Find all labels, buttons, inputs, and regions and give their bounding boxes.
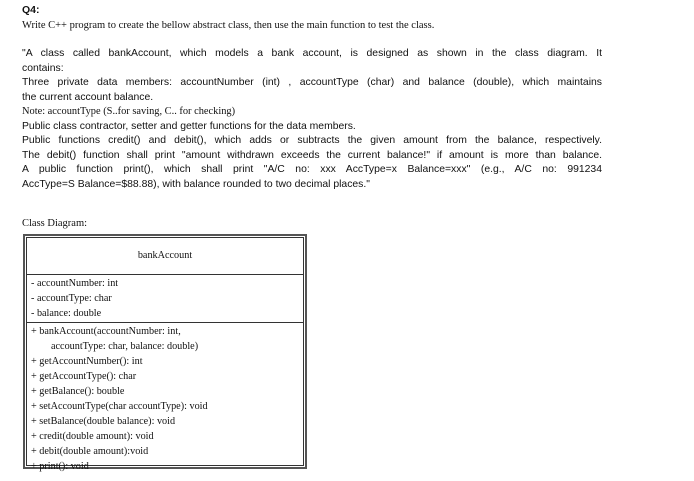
uml-method-continuation: accountType: char, balance: double) [51, 341, 199, 352]
uml-method: + getAccountNumber(): int [31, 356, 143, 367]
description-line: Public class contractor, setter and getter functions for the data members. [22, 120, 356, 132]
description-line: AccType=S Balance=$88.88), with balance rounded to two decimal places." [22, 178, 370, 190]
uml-attribute: - balance: double [31, 308, 102, 319]
uml-method: + setBalance(double balance): void [31, 416, 176, 427]
uml-class-box [23, 234, 307, 472]
description-note: Note: accountType (S..for saving, C.. for checking) [22, 106, 236, 117]
question-number: Q4: [22, 4, 40, 16]
uml-method: + credit(double amount): void [31, 431, 154, 442]
uml-attribute: - accountType: char [31, 293, 112, 304]
description-line: The debit() function shall print "amount withdrawn exceeds the current balance!" if amount is more than balance. [22, 149, 602, 161]
uml-class-name: bankAccount [27, 238, 303, 275]
uml-method: + print(): void [31, 461, 89, 472]
uml-attributes-section [27, 275, 303, 323]
uml-method: + setAccountType(char accountType): void [31, 401, 208, 412]
uml-method: + bankAccount(accountNumber: int, [31, 326, 181, 337]
uml-method: + debit(double amount):void [31, 446, 149, 457]
class-diagram-label: Class Diagram: [22, 218, 88, 229]
uml-class-inner [26, 237, 304, 472]
description-line: Public functions credit() and debit(), which adds or subtracts the given amount from the balance, respectively. [22, 135, 602, 146]
description-line: contains: [22, 62, 64, 74]
uml-attribute: - accountNumber: int [31, 278, 119, 289]
description-line: "A class called bankAccount, which models a bank account, is designed as shown in the class diagram. It [22, 48, 602, 59]
description-line: Three private data members: accountNumber (int) , accountType (char) and balance (double), which maintains [22, 77, 602, 88]
question-instruction: Write C++ program to create the bellow abstract class, then use the main function to test the class. [22, 20, 435, 31]
description-line: A public function print(), which shall print "A/C no: xxx AccType=x Balance=xxx" (e.g., A/C no: 991234 [22, 164, 602, 175]
uml-method: + getAccountType(): char [31, 371, 137, 382]
problem-description [22, 47, 602, 192]
description-line: the current account balance. [22, 91, 154, 103]
uml-methods-section [27, 323, 303, 474]
uml-method: + getBalance(): bouble [31, 386, 125, 397]
